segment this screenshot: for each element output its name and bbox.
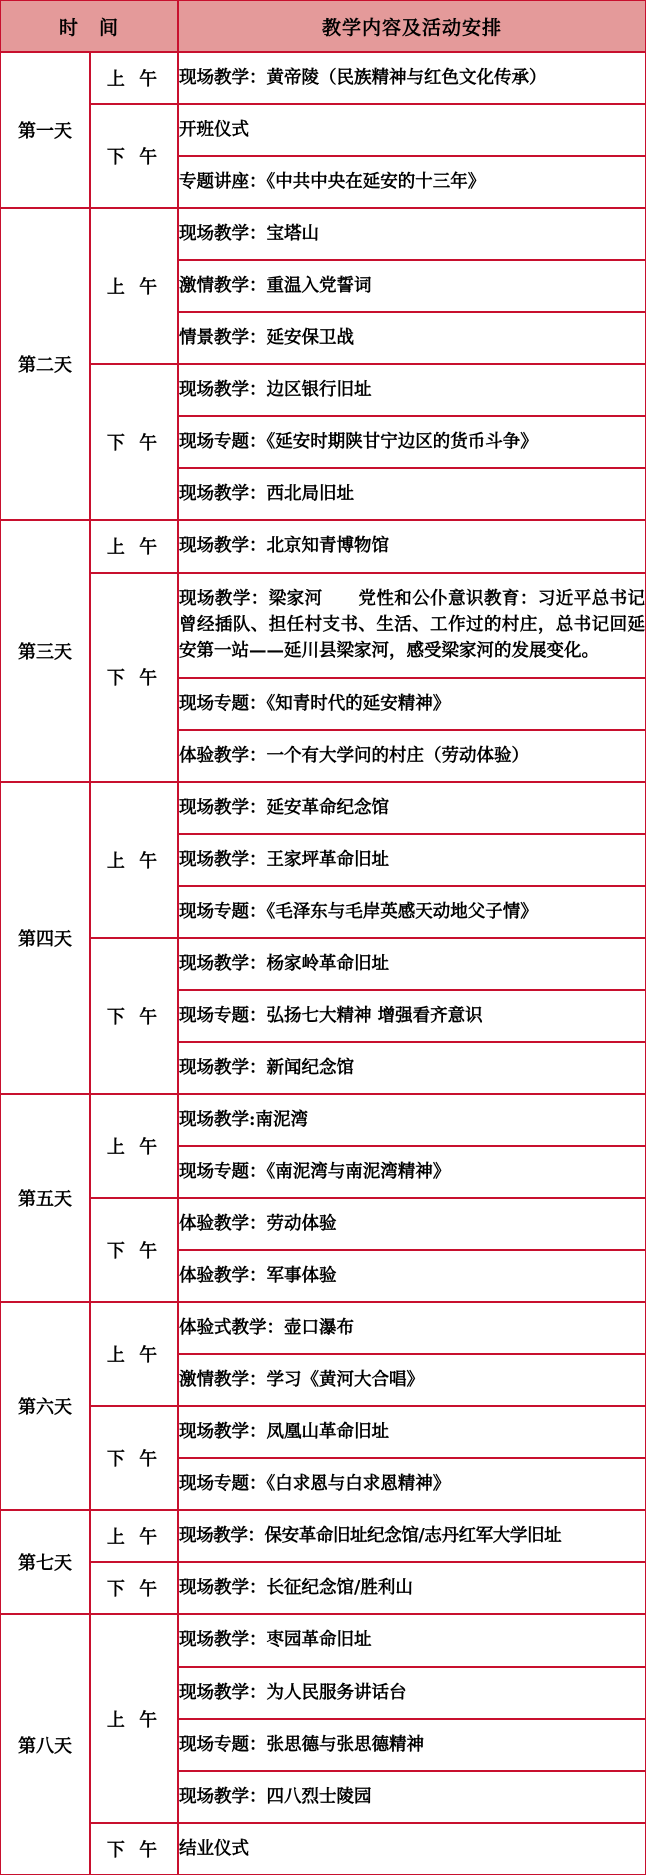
activity-cell: 现场教学：延安革命纪念馆 (178, 782, 646, 834)
activity-cell: 现场教学：王家坪革命旧址 (178, 834, 646, 886)
activity-cell: 现场教学：宝塔山 (178, 208, 646, 260)
day-label: 第六天 (0, 1302, 90, 1510)
activity-cell: 现场专题：《延安时期陕甘宁边区的货币斗争》 (178, 416, 646, 468)
activity-cell: 现场专题：《知青时代的延安精神》 (178, 678, 646, 730)
table-row (0, 1094, 646, 1146)
activity-cell: 专题讲座：《中共中央在延安的十三年》 (178, 156, 646, 208)
activity-cell: 现场教学：枣园革命旧址 (178, 1614, 646, 1666)
period-label: 下 午 (90, 104, 178, 208)
activity-cell: 现场教学：黄帝陵（民族精神与红色文化传承） (178, 52, 646, 104)
table-row (0, 1302, 646, 1354)
day-label: 第四天 (0, 782, 90, 1094)
table-row (0, 208, 646, 260)
activity-cell: 现场教学：西北局旧址 (178, 468, 646, 520)
content-header: 教学内容及活动安排 (178, 0, 646, 52)
day-label: 第八天 (0, 1614, 90, 1875)
activity-cell: 现场教学：四八烈士陵园 (178, 1771, 646, 1823)
activity-cell: 现场教学：为人民服务讲话台 (178, 1667, 646, 1719)
table-row (0, 1562, 646, 1614)
activity-cell: 现场教学：边区银行旧址 (178, 364, 646, 416)
activity-cell: 现场教学：梁家河 党性和公仆意识教育：习近平总书记曾经插队、担任村支书、生活、工作过的村庄，总书记回延安第一站——延川县梁家河，感受梁家河的发展变化。 (178, 573, 646, 678)
activity-cell: 现场专题：张思德与张思德精神 (178, 1719, 646, 1771)
table-row (0, 104, 646, 156)
table-row (0, 52, 646, 104)
activity-cell: 现场专题：《白求恩与白求恩精神》 (178, 1458, 646, 1510)
period-label: 上 午 (90, 782, 178, 938)
activity-cell: 现场专题：《南泥湾与南泥湾精神》 (178, 1146, 646, 1198)
table-row (0, 573, 646, 678)
table-row (0, 1198, 646, 1250)
period-label: 下 午 (90, 1406, 178, 1510)
table-row (0, 1510, 646, 1562)
day-label: 第五天 (0, 1094, 90, 1302)
table-row (0, 938, 646, 990)
period-label: 下 午 (90, 364, 178, 520)
activity-cell: 现场专题：《毛泽东与毛岸英感天动地父子情》 (178, 886, 646, 938)
period-label: 下 午 (90, 938, 178, 1094)
activity-cell: 现场教学：保安革命旧址纪念馆/志丹红军大学旧址 (178, 1510, 646, 1562)
activity-cell: 现场教学：杨家岭革命旧址 (178, 938, 646, 990)
activity-cell: 现场教学：长征纪念馆/胜利山 (178, 1562, 646, 1614)
period-label: 下 午 (90, 1562, 178, 1614)
period-label: 上 午 (90, 1094, 178, 1198)
activity-cell: 体验教学：劳动体验 (178, 1198, 646, 1250)
activity-cell: 现场教学：凤凰山革命旧址 (178, 1406, 646, 1458)
table-row (0, 520, 646, 572)
period-label: 上 午 (90, 520, 178, 572)
table-row (0, 782, 646, 834)
activity-cell: 结业仪式 (178, 1823, 646, 1875)
header-row (0, 0, 646, 52)
period-label: 上 午 (90, 208, 178, 364)
day-label: 第一天 (0, 52, 90, 208)
time-header: 时 间 (0, 0, 178, 52)
table-row (0, 1614, 646, 1666)
period-label: 上 午 (90, 1510, 178, 1562)
table-row (0, 364, 646, 416)
activity-cell: 激情教学：学习《黄河大合唱》 (178, 1354, 646, 1406)
day-label: 第二天 (0, 208, 90, 520)
table-row (0, 1823, 646, 1875)
day-label: 第三天 (0, 520, 90, 781)
activity-cell: 现场教学：北京知青博物馆 (178, 520, 646, 572)
activity-cell: 现场专题：弘扬七大精神 增强看齐意识 (178, 990, 646, 1042)
day-label: 第七天 (0, 1510, 90, 1614)
activity-cell: 开班仪式 (178, 104, 646, 156)
activity-cell: 现场教学:南泥湾 (178, 1094, 646, 1146)
period-label: 下 午 (90, 1198, 178, 1302)
activity-cell: 激情教学：重温入党誓词 (178, 260, 646, 312)
activity-cell: 现场教学：新闻纪念馆 (178, 1042, 646, 1094)
table-row (0, 1406, 646, 1458)
period-label: 下 午 (90, 1823, 178, 1875)
period-label: 上 午 (90, 1614, 178, 1822)
activity-cell: 体验教学：一个有大学问的村庄（劳动体验） (178, 730, 646, 782)
period-label: 上 午 (90, 52, 178, 104)
period-label: 下 午 (90, 573, 178, 782)
activity-cell: 情景教学：延安保卫战 (178, 312, 646, 364)
period-label: 上 午 (90, 1302, 178, 1406)
activity-cell: 体验式教学：壶口瀑布 (178, 1302, 646, 1354)
activity-cell: 体验教学：军事体验 (178, 1250, 646, 1302)
